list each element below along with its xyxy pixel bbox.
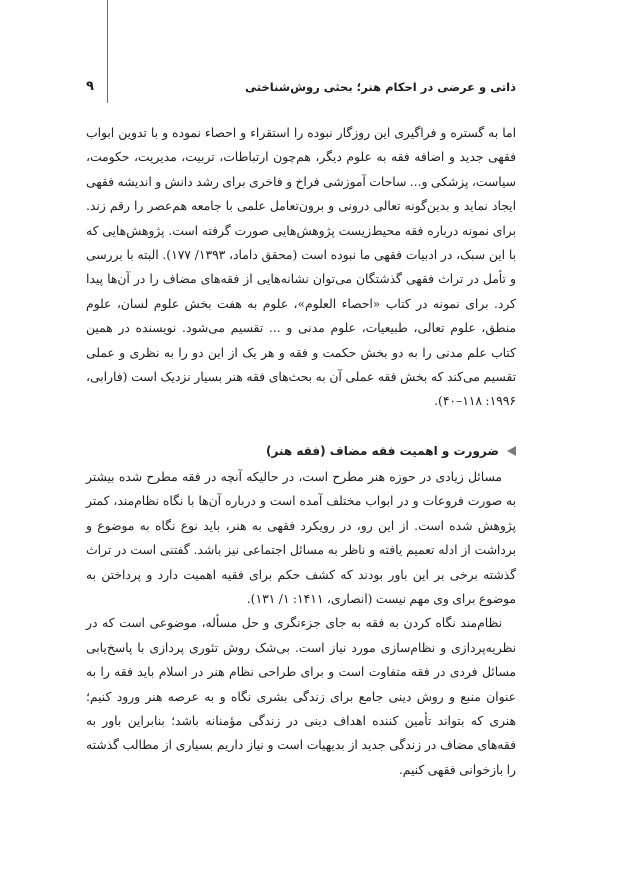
body-paragraph-1: اما به گستره و فراگیری این روزگار نبوده را استقراء و احصاء نموده و با تدوین ابواب فقهی جدید و اضافه فقه به علوم دیگر، هم‌چون ارتباطات، تربیت، مدیریت، حکومت، سیاست، پزشکی و... ساحات آموزشی فراخ و فاخری برای رشد دانش و اندیشه فقهی ایجاد نماید و بدین‌گونه تعالی درونی و برون‌تعامل علمی با جامعه هم‌عصر را رقم زند. برای نمونه درباره فقه محیط‌زیست پژوهش‌هایی صورت گرفته است. پژوهش‌هایی که با این سبک، در ادبیات فقهی ما نبوده است (محقق داماد، ۱۳۹۳/ ۱۷۷). البته با بررسی و تأمل در تراث فقهی گذشتگان می‌توان نشانه‌هایی از فقه‌های مضاف را در آن‌ها پیدا کرد. برای نمونه در کتاب «احصاء العلوم»، علوم به هفت بخش علوم لسان، علوم منطق، علوم تعالی، طبیعیات، علوم مدنی و ... تقسیم می‌شود. نویسنده در همین کتاب علم مدنی را به دو بخش حکمت و فقه و هر یک از این دو را به نظری و عملی تقسیم می‌کند که بخش فقه عملی آن به بحث‌های فقه هنر بسیار نزدیک است (فارابی، ۱۹۹۶: ۱۱۸–۴۰). — [86, 126, 516, 409]
page-body — [86, 121, 516, 782]
running-head-title: ذاتی و عرضی در احکام هنر؛ بحثی روش‌شناختی — [245, 80, 516, 94]
body-paragraph-2: مسائل زیادی در حوزه هنر مطرح است، در حالیکه آنچه در فقه مطرح شده بیشتر به صورت فروعات و در ابواب مختلف آمده است و درباره آن‌ها با نگاه نظام‌مند، کمتر پژوهش شده است. از این رو، در رویکرد فقهی به هنر، باید نوع نگاه به موضوع و برداشت از ادله تعمیم یافته و ناظر به مسائل اجتماعی نیز باشد. گفتنی است در تراث گذشته برخی بر این باور بودند که کشف حکم برای فقیه اهمیت دارد و پرداختن به موضوع برای وی مهم نیست (انصاری، ۱۴۱۱: ۱/ ۱۳۱). — [86, 469, 516, 606]
running-header — [86, 76, 516, 98]
section-heading-text: ضرورت و اهمیت فقه مضاف (فقه هنر) — [266, 443, 499, 458]
body-paragraph-3: نظام‌مند نگاه کردن به فقه به جای جزءنگری و حل مسأله، موضوعی است که در نظریه‌پردازی و نظام‌سازی مورد نیاز است. بی‌شک روش تئوری پردازی با پاسخ‌یابی مسائل فردی در فقه متفاوت است و برای طراحی نظام هنر در اسلام باید فقه را به عنوان منبع و روش دینی جامع برای زندگی بشری نگاه و به عرصه هنر ورود کنیم؛ هنری که بتواند تأمین کننده اهداف دینی در زندگی مؤمنانه باشد؛ بنابراین باور به فقه‌های مضاف در زندگی جدید از بدیهیات است و نیاز داریم بسیاری از مطالب گذشته را بازخوانی فقهی کنیم. — [86, 616, 516, 777]
section-heading — [86, 440, 516, 462]
triangle-bullet-icon — [507, 446, 516, 456]
page-number: ۹ — [86, 79, 94, 94]
